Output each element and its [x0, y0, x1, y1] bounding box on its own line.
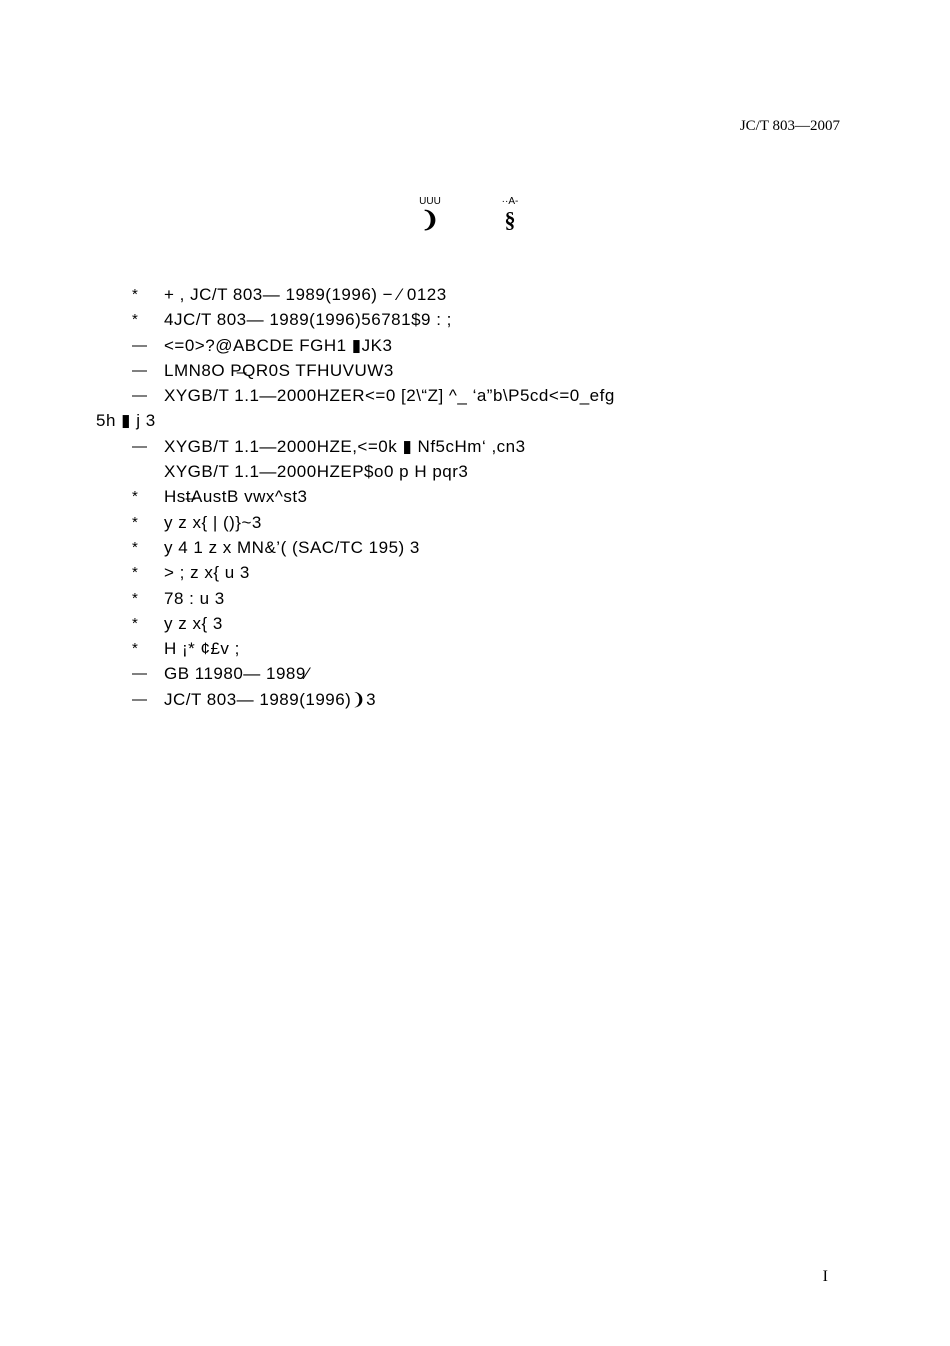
list-item-text: 78 : u 3 — [164, 588, 225, 608]
list-item — [96, 661, 866, 686]
list-item — [96, 586, 866, 611]
list-bullet: * — [132, 311, 139, 329]
title-right-glyph: § — [504, 207, 516, 232]
list-item — [96, 358, 866, 383]
list-item-text: y 4 1 z x MN&’( (SAC/TC 195) 3 — [164, 537, 420, 557]
list-bullet: * — [132, 614, 139, 632]
list-item-text: Hst̶AustB vwx^st3 — [164, 487, 308, 507]
list-item — [96, 408, 866, 433]
list-item-text: GB 11980— 1989⁄ — [164, 664, 310, 684]
section-title — [412, 196, 542, 240]
list-item-text: LMN8O P̶QR0S TFHUVUW3 — [164, 360, 394, 380]
list-item-text: XYGB/T 1.1—2000HZER<=0 [2\“Z] ^_ ‘a”b\P5cd<=0_efg — [164, 386, 615, 406]
list-item-text: <=0>?@ABCDE FGH1 ▮JK3 — [164, 335, 393, 355]
list-bullet: * — [132, 286, 139, 303]
list-item-text: XYGB/T 1.1—2000HZEP$o0 p H pqr3 — [164, 462, 469, 482]
list-bullet: * — [132, 589, 139, 607]
list-item — [96, 383, 866, 408]
title-left-superscript: UUU — [419, 196, 441, 207]
list-bullet: — — [132, 336, 148, 354]
list-bullet: * — [132, 488, 139, 506]
list-bullet: — — [132, 665, 148, 683]
title-right-superscript: ··A- — [501, 196, 519, 207]
list-item — [96, 434, 866, 459]
list-bullet: * — [132, 564, 139, 582]
list-item-text: H ¡* ¢£v ; — [164, 639, 240, 659]
list-item — [96, 459, 866, 484]
list-item — [96, 307, 866, 332]
list-item-text: y z x{ | ()}~3 — [164, 512, 262, 532]
list-item — [96, 282, 866, 307]
list-bullet: — — [132, 437, 148, 455]
standard-code-header: JC/T 803—2007 — [739, 118, 840, 134]
list-item — [96, 333, 866, 358]
list-item — [96, 510, 866, 535]
list-item — [96, 560, 866, 585]
list-bullet: * — [132, 538, 139, 556]
title-glyph-right — [492, 196, 528, 232]
foreword-body — [96, 282, 866, 712]
list-item-text: y z x{ 3 — [164, 613, 223, 633]
title-glyph-left — [412, 196, 448, 232]
page-number: I — [822, 1268, 828, 1285]
list-item — [96, 611, 866, 636]
list-item-text: 4JC/T 803— 1989(1996)56781$9 : ; — [164, 310, 452, 330]
list-item-text: + , JC/T 803— 1989(1996) − ⁄ 0123 — [164, 285, 447, 304]
list-bullet: * — [132, 513, 139, 531]
list-bullet: — — [132, 690, 148, 708]
list-item-text: 5h ▮ j 3 — [96, 411, 156, 431]
list-item — [96, 484, 866, 509]
list-item — [96, 636, 866, 661]
list-item-text: XYGB/T 1.1—2000HZE,<=0k ▮ Nf5cHm‘ ,cn3 — [164, 436, 526, 456]
list-item — [96, 687, 866, 712]
list-bullet: — — [132, 361, 148, 379]
list-bullet: * — [132, 640, 139, 658]
title-left-glyph: ❩ — [420, 207, 440, 232]
list-bullet: — — [132, 387, 148, 405]
list-item-text: > ; z x{ u 3 — [164, 563, 250, 583]
list-item — [96, 535, 866, 560]
list-item-text: JC/T 803— 1989(1996)❩3 — [164, 689, 377, 709]
